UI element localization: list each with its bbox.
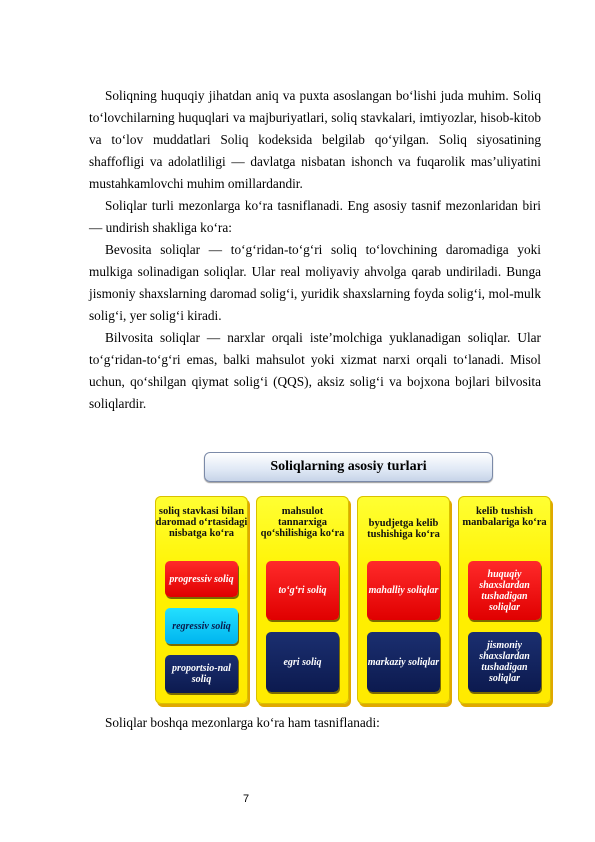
item-central-taxes: markaziy soliqlar: [367, 632, 440, 692]
item-direct-tax: to‘g‘ri soliq: [266, 561, 339, 620]
page-number: 7: [243, 793, 250, 805]
item-indirect-tax: egri soliq: [266, 632, 339, 692]
column-income-sources: [458, 496, 551, 704]
column-cost-inclusion: [256, 496, 349, 704]
column-heading: kelib tushish manbalariga ko‘ra: [462, 506, 547, 528]
paragraph-1: Soliqning huquqiy jihatdan aniq va puxta asoslangan bo‘lishi juda muhim. Soliq to‘lovchilarning huquqlari va majburiyatlari, soliq stavkalari, imtiyozlar, hisob-kitob va to‘lov muddatlari Soliq kodeksida belgilab qo‘yilgan. Soliq siyosatining shaffofligi va adolatliligi — davlatga nisbatan ishonch va fuqarolik mas’uliyatini mustahkamlovchi muhim omillardandir.: [89, 88, 541, 191]
item-regressive-tax: regressiv soliq: [165, 608, 238, 644]
column-rate-ratio: [155, 496, 248, 704]
item-local-taxes: mahalliy soliqlar: [367, 561, 440, 620]
column-heading: soliq stavkasi bilan daromad o‘rtasidagi nisbatga ko‘ra: [155, 506, 248, 539]
item-legal-entity-taxes: huquqiy shaxslardan tushadigan soliqlar: [468, 561, 541, 620]
closing-line: Soliqlar boshqa mezonlarga ko‘ra ham tasniflanadi:: [105, 715, 380, 730]
diagram-title: Soliqlarning asosiy turlari: [204, 452, 493, 482]
paragraph-3: Bevosita soliqlar — to‘g‘ridan-to‘g‘ri soliq to‘lovchining daromadiga yoki mulkiga solinadigan soliqlar. Ular real moliyaviy ahvolga qarab undiriladi. Bunga jismoniy shaxslarning daromad solig‘i, yuridik shaxslarning foyda solig‘i, mol-mulk solig‘i, yer solig‘i kiradi.: [89, 242, 541, 323]
item-individual-taxes: jismoniy shaxslardan tushadigan soliqlar: [468, 632, 541, 692]
column-heading: mahsulot tannarxiga qo‘shilishiga ko‘ra: [260, 506, 345, 539]
column-heading: byudjetga kelib tushishiga ko‘ra: [367, 518, 440, 540]
item-progressive-tax: progressiv soliq: [165, 561, 238, 597]
body-text: [89, 85, 541, 415]
column-budget-inflow: [357, 496, 450, 704]
item-proportional-tax: proportsio-nal soliq: [165, 655, 238, 693]
paragraph-2: Soliqlar turli mezonlarga ko‘ra tasniflanadi. Eng asosiy tasnif mezonlaridan biri — undirish shakliga ko‘ra:: [89, 198, 541, 235]
paragraph-4: Bilvosita soliqlar — narxlar orqali iste’molchiga yuklanadigan soliqlar. Ular to‘g‘ridan-to‘g‘ri emas, balki mahsulot yoki xizmat narxi orqali to‘lanadi. Misol uchun, qo‘shilgan qiymat solig‘i (QQS), aksiz solig‘i va bojxona bojlari bilvosita soliqlardir.: [89, 330, 541, 411]
